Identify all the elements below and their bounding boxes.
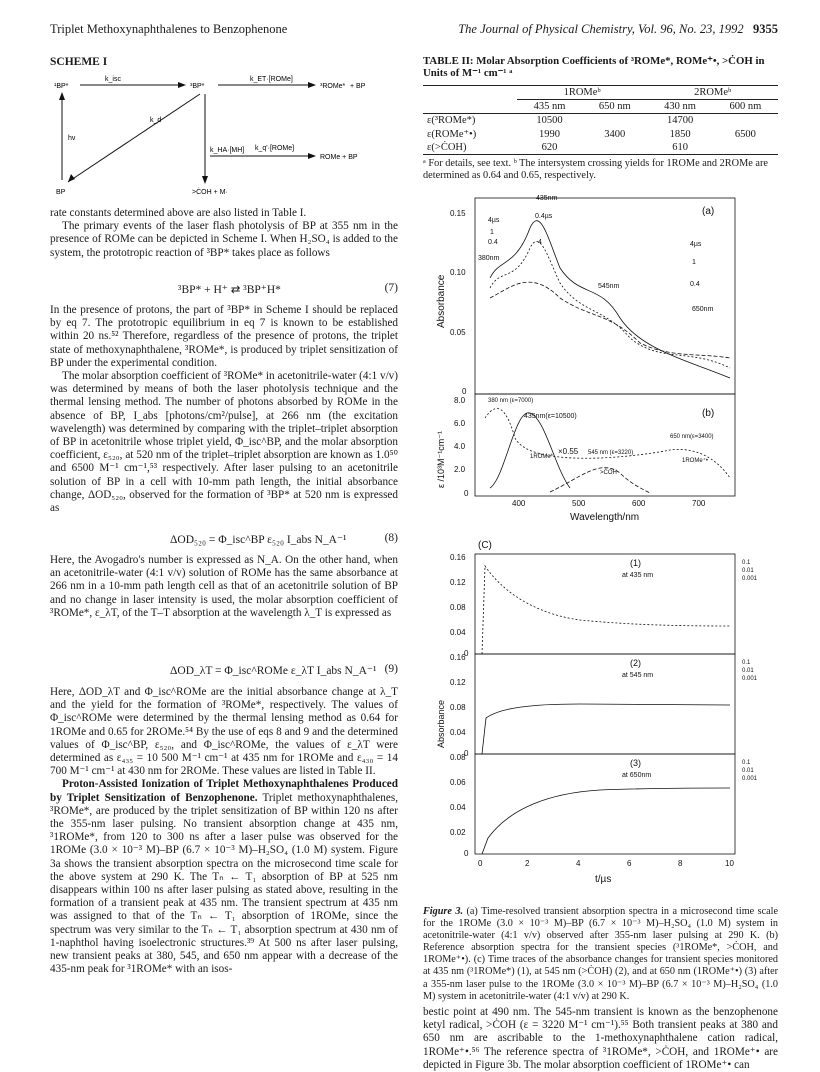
figure-3 [430,188,780,900]
annotation: 380nm [478,255,500,262]
annotation: 545 nm (ε=3220) [588,450,634,456]
x-tick: 4 [576,859,581,868]
table-cell: 1850 [669,128,691,140]
scale-label: 0.01 [742,668,754,674]
trace-label: (1) [630,558,641,568]
y-tick: 0.06 [450,778,466,787]
table-cell: 610 [672,142,688,153]
table-wavelength: 430 nm [664,101,696,112]
abs-axis-label-c: Absorbance [436,699,446,748]
annotation: ×0.55 [558,447,579,456]
trace-label: (2) [630,658,641,668]
scale-label: 0.001 [742,676,758,682]
table-cell: 1990 [539,128,560,140]
scheme-bp-singlet: ¹BP* [54,83,69,90]
left-column-a [50,207,398,260]
scheme-diagram [50,70,400,198]
paragraph: rate constants determined above are also listed in Table I. [50,207,307,219]
scale-label: 0.1 [742,760,751,766]
wl-axis-label: Wavelength/nm [570,512,640,523]
scale-label: 0.01 [742,768,754,774]
scheme-rome: ROMe + BP [320,154,358,161]
scheme-kha: k_HA·[MH] [210,147,245,154]
table-cell: 14700 [666,115,694,126]
panel-a-label: (a) [702,206,715,217]
figure-caption [423,906,778,1003]
annotation: 0.4 [488,239,498,246]
y-tick: 8.0 [454,396,466,405]
scheme-rome-triplet: ³ROMe* [320,83,346,90]
table-cell: 6500 [734,128,756,140]
x-tick: 700 [692,499,706,508]
paragraph: The primary events of the laser flash photolysis of BP at 355 nm in the presence of ROMe can be depicted in Scheme I. When H₂SO₄ is added to the system, the prototropic reaction of ³BP* takes place as follows [50,220,398,259]
x-tick: 8 [678,859,683,868]
annotation: >ĊOH [600,470,617,476]
y-tick: 0.08 [450,753,466,762]
y-tick: 0.08 [450,703,466,712]
annotation: 1ROMe⁺• [682,458,708,464]
caption-text: (a) Time-resolved transient absorption spectra in a microsecond time scale for the 1ROMe (3.0 × 10⁻³ M)–BP (6.7 × 10⁻³ M)–H₂SO₄ (1.0 M) system in acetonitrile-water (4:1 v/v) observed after 355-nm laser pulsing at 290 K. (b) Reference absorption spectra for the transient species (³1ROMe*, >ĊOH, and 1ROMe⁺•). (c) Time traces of the absorbance changes for transient species monitored at 435 nm (³1ROMe*) (1), at 545 nm (>ĊOH) (2), and at 650 nm (1ROMe⁺•) (3) after a 355-nm laser pulse to the 1ROMe (3.0 × 10⁻³ M)–BP (6.7 × 10⁻³ M)–H₂SO₄ (1.0 M) system in acetonitrile-water (4:1 v/v) at 290 K. [423,906,778,1002]
scheme-kd: k_d [150,117,162,124]
table-corner [423,86,517,100]
y-tick: 0.10 [450,268,466,277]
scheme-plus-bp: + BP [350,83,366,90]
annotation: 435nm(ε=10500) [524,413,577,420]
annotation: 1ROMe* [530,454,554,460]
x-tick: 2 [525,859,530,868]
trace-label: at 435 nm [622,572,654,579]
equation-number: (9) [384,663,398,675]
scale-label: 0.1 [742,560,751,566]
table-ii [423,85,778,155]
panel-c-label: (C) [478,540,492,551]
journal-head [458,22,778,37]
x-tick: 600 [632,499,646,508]
y-tick: 0.05 [450,328,466,337]
annotation: 650nm [692,306,714,313]
x-tick: 10 [725,859,734,868]
y-tick: 0 [462,387,467,396]
table-cell: 3400 [604,128,626,140]
annotation: 380 nm (ε=7000) [488,398,534,404]
eps-axis-label: ε /10³M⁻¹cm⁻¹ [436,430,446,488]
x-tick: 500 [572,499,586,508]
scheme-ket: k_ET·[ROMe] [250,76,293,83]
paragraph: The molar absorption coefficient of ³ROMe* in acetonitrile-water (4:1 v/v) was determined by means of both the laser photolysis technique and the thermal lensing method. The number of photons absorbed by ROMe in the absence of BP, I_abs [photons/cm²/pulse], at 266 nm (the excitation wavelength) was determined by comparing with the triplet–triplet absorption of BP in acetonitrile whose triplet yield, Φ_isc^BP, and the molar absorption coefficient, ε₅₂₀, at 520 nm of the triplet–triplet absorption are known as 1.0⁵⁰ and 6500 M⁻¹ cm⁻¹,⁵³ respectively. After laser pulsing to an acetonitrile solution of BP in a cell with 10-mm path length, the initial absorbance change, ΔOD₅₂₀, observed for the formation of ³BP* at 520 nm is expressed as [50,370,398,515]
table-cell: ε(>ĊOH) [427,142,467,153]
y-tick: 0 [464,849,469,858]
paragraph-text: Triplet methoxynaphthalenes, ³ROMe*, are produced by the triplet sensitization of BP within 120 ns after the 355-nm laser pulsing. No transient absorption change at 435 nm, ³1ROMe*, from 120 to 300 ns after a laser pulse was observed for the 1ROMe (3.0 × 10⁻³ M)–BP (6.7 × 10⁻³ M)–H₂SO₄ (1.0 M) system. Figure 3a shows the transient absorption spectra on the microsecond time scale for the above system at 290 K. The Tₙ ← T₁ absorption of BP at 525 nm disappears within 100 ns after laser pulsing as stated above, resulting in the formation of a transient peak at 435 nm. The transient spectrum at 435 nm was assigned to that of the Tₙ ← T₁ absorption of 1ROMe, since the spectrum was very similar to the Tₙ ← T₁ absorption spectrum at 430 nm of 1-naphthol having isoelectronic structures.³⁹ At 500 ns after laser pulsing, new transient peaks at 380, 545, and 650 nm appear with a decrease of the 435-nm peak for ³1ROMe* with an isos- [50,791,398,976]
scheme-bp: BP [56,189,66,196]
y-tick: 0.16 [450,553,466,562]
paragraph: Here, the Avogadro's number is expressed as N_A. On the other hand, when an acetonitrile-water (4:1 v/v) solution of ROMe has the same absorbance at 266 nm in a 10-mm path length cell as that of an acetonitrile solution of BP and no change in laser intensity is used, the molar absorption coefficient of ³ROMe*, ε_λT, of the T–T absorption at the wavelength λ_T is expressed as [50,554,398,619]
right-column [423,1006,778,1072]
table-footnote: ᵃ For details, see text. ᵇ The intersystem crossing yields for 1ROMe and 2ROMe are determined as 0.64 and 0.65, respectively. [423,158,768,181]
paragraph [50,778,398,976]
section-heading: Proton-Assisted Ionization of Triplet Methoxynaphthalenes Produced by Triplet Sensitization of Benzophenone. [50,778,398,804]
abs-axis-label: Absorbance [436,274,447,328]
y-tick: 0.12 [450,678,466,687]
equation-body: ΔOD₅₂₀ = Φ_isc^BP ε₅₂₀ I_abs N_A⁻¹ [170,534,347,546]
annotation: 1 [490,229,494,236]
y-tick: 0 [464,749,469,758]
annotation: 4 [538,239,542,246]
journal-name: The Journal of Physical Chemistry, Vol. 96, No. 23, 1992 [458,22,744,36]
y-tick: 0.15 [450,209,466,218]
y-tick: 0.16 [450,653,466,662]
annotation: 435nm [536,195,558,202]
annotation: 0.4µs [535,213,553,220]
scheme-kq: k_q'·[ROMe] [255,145,295,152]
scheme-hv: hν [68,135,76,142]
annotation: 1 [692,259,696,266]
table-header-2rome: 2ROMeᵇ [647,86,778,100]
table-cell [582,114,647,128]
annotation: 4µs [690,241,702,248]
equation-number: (7) [384,282,398,294]
scheme-coh: >ĊOH + M· [192,189,228,196]
table-row [423,141,778,155]
y-tick: 0 [464,649,469,658]
trace-label: at 545 nm [622,672,654,679]
y-tick: 4.0 [454,442,466,451]
table-cell [713,114,778,128]
annotation: 545nm [598,283,620,290]
table-cell: ε(ROMe⁺•) [427,129,477,140]
page-number: 9355 [753,22,778,36]
y-tick: 0.04 [450,628,466,637]
table-wavelength: 650 nm [598,101,631,112]
x-tick: 400 [512,499,526,508]
table-row [423,114,778,128]
panel-b-label: (b) [702,408,715,419]
running-head: Triplet Methoxynaphthalenes to Benzophenone [50,22,288,36]
annotation: 650 nm(ε=3400) [670,434,714,440]
table-cell [582,141,647,155]
y-tick: 2.0 [454,465,466,474]
y-tick: 0 [464,489,469,498]
left-column-b [50,304,398,515]
annotation: 0.4 [690,281,700,288]
equation-body: ΔOD_λT = Φ_isc^ROMe ε_λT I_abs N_A⁻¹ [170,665,377,677]
table-title: TABLE II: Molar Absorption Coefficients of ³ROMe*, ROMe⁺•, >ĊOH in Units of M⁻¹ cm⁻¹ ᵃ [423,55,765,79]
scale-label: 0.01 [742,568,754,574]
equation-number: (8) [384,532,398,544]
paragraph: Here, ΔOD_λT and Φ_isc^ROMe are the initial absorbance change at λ_T and the yield for the formation of ³ROMe*, respectively. The values of Φ_isc^ROMe were determined by the thermal lensing method as 0.64 for 1ROMe and 0.65 for 2ROMe.⁵⁴ By the use of eqs 8 and 9 and the determined values of Φ_isc^BP, ε₅₂₀, and Φ_isc^ROMe, the values of ε_λT were determined as ε₄₃₅ = 10 500 M⁻¹ cm⁻¹ at 435 nm for 1ROMe and ε₄₃₀ = 14 700 M⁻¹ cm⁻¹ at 430 nm for 2ROMe. These values are listed in Table II. [50,686,398,778]
table-cell: 620 [541,142,558,153]
trace-label: (3) [630,758,641,768]
scale-label: 0.1 [742,660,751,666]
table-corner [423,100,517,114]
t-axis-label: t/µs [595,874,612,885]
y-tick: 0.04 [450,728,466,737]
x-tick: 6 [627,859,632,868]
scale-label: 0.001 [742,576,758,582]
x-tick: 0 [478,859,483,868]
scale-label: 0.001 [742,776,758,782]
table-row [423,127,778,141]
equation-body: ³BP* + H⁺ ⇄ ³BP⁺H* [178,284,281,296]
y-tick: 0.02 [450,828,466,837]
y-tick: 0.12 [450,578,466,587]
table-header-1rome: 1ROMeᵇ [517,86,648,100]
caption-label: Figure 3. [423,906,464,917]
scheme-title: SCHEME I [50,56,108,68]
scheme-kisc: k_isc [105,76,121,83]
y-tick: 0.04 [450,803,466,812]
table-cell: ε(³ROMe*) [427,115,476,126]
y-tick: 0.08 [450,603,466,612]
table-wavelength: 600 nm [729,101,762,112]
table-wavelength: 435 nm [533,101,566,112]
left-column-c [50,554,398,620]
y-tick: 6.0 [454,419,466,428]
paragraph: bestic point at 490 nm. The 545-nm transient is known as the benzophenone ketyl radical, >ĊOH (ε = 3220 M⁻¹ cm⁻¹).⁵⁵ Both transient peaks at 380 and 650 nm are ascribable to the 1-methoxynaphthalene cation radical, 1ROMe⁺•.⁵⁶ The reference spectra of ³1ROMe*, >ĊOH, and 1ROMe⁺• are depicted in Figure 3b. The molar absorption coefficient of 1ROMe⁺• can [423,1006,778,1071]
table-cell: 10500 [536,115,563,126]
scheme-bp-triplet: ³BP* [190,83,205,90]
paragraph: In the presence of protons, the part of ³BP* in Scheme I should be replaced by eq 7. The prototropic equilibrium in eq 7 is known to be established within 20 ns.⁵² Therefore, regardless of the presence of protons, the triplet state of methoxynaphthalene, ³ROMe*, is produced by triplet sensitization of BP under the experimental condition. [50,304,398,369]
table-cell [713,141,778,155]
annotation: 4µs [488,217,500,224]
trace-label: at 650nm [622,772,652,779]
left-column-d [50,686,398,976]
